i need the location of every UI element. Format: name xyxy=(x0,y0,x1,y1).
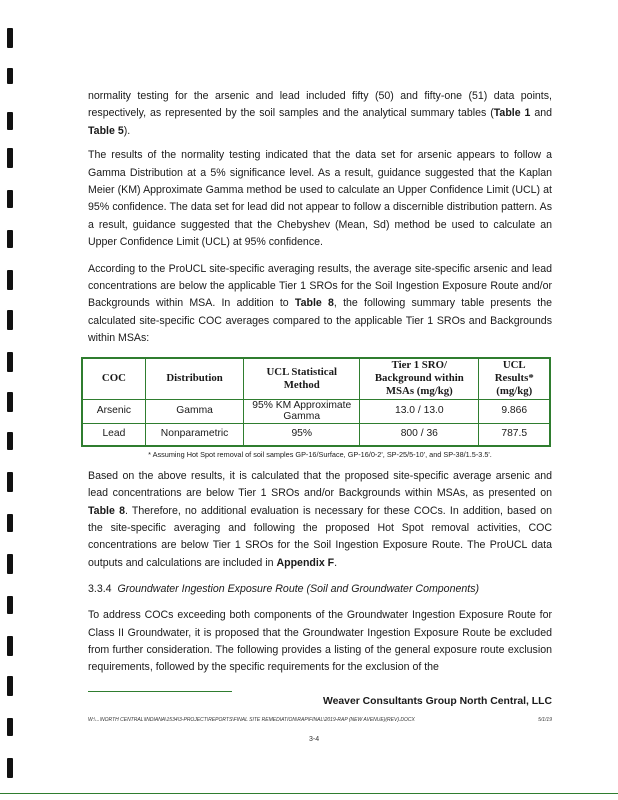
paragraph-conclusion: Based on the above results, it is calculated that the proposed site-specific average arsenic and lead concentrations are below Tier 1 SROs and/or Backgrounds within MSAs, as presented on Table 8. Therefore, no additional evaluation is necessary for these COCs. In addition, based on the site-specific averaging and following the proposed Hot Spot removal activities, COC concentrations are below Tier 1 SROs for the Soil Ingestion Exposure Route. The ProUCL data outputs and calculations are included in Appendix F. xyxy=(88,469,552,569)
paragraph-normality-intro: normality testing for the arsenic and lead included fifty (50) and fifty-one (51) data points, respectively, as represented by the soil samples and the analytical summary tables (Table 1 and Table 5). xyxy=(88,90,552,137)
footer-date: 5/1/19 xyxy=(538,717,552,723)
section-title: Groundwater Ingestion Exposure Route (Soil and Groundwater Components) xyxy=(117,583,480,596)
cell-distribution: Gamma xyxy=(145,399,244,423)
footer-file-path: W:\...\NORTH CENTRAL\INDIANA\1534\3-PROJECT\REPORTS\FINAL SITE REMEDIATION\RAP\FINAL\2019-RAP (NEW AVENUE)(REV).DOCX xyxy=(88,717,415,723)
cell-ucl-result: 787.5 xyxy=(479,423,550,446)
footer-firm-name: Weaver Consultants Group North Central, LLC xyxy=(323,696,552,707)
cell-ucl-method: 95% KM Approximate Gamma xyxy=(244,399,360,423)
paragraph-groundwater: To address COCs exceeding both components of the Groundwater Ingestion Exposure Route for Class II Groundwater, it is proposed that the Groundwater Ingestion Exposure Route be excluded from further consideration. The following provides a listing of the general exposure route exclusion requirements, followed by the specific requirements for the exclusion of the xyxy=(88,609,552,674)
paragraph-normality-results: The results of the normality testing indicated that the data set for arsenic appears to follow a Gamma Distribution at a 5% significance level. As a result, guidance suggested that the Kaplan Meier (KM) Approximate Gamma method be used to calculate an Upper Confidence Limit (UCL) at 95% confidence. The data set for lead did not appear to follow a discernible distribution pattern. As a result, guidance suggested that the Chebyshev (Mean, Sd) method be used to calculate an Upper Confidence Limit (UCL) at 95% confidence. xyxy=(88,149,552,249)
header-tier1-sro: Tier 1 SRO/ Background within MSAs (mg/kg) xyxy=(360,358,479,400)
document-body xyxy=(88,88,552,686)
section-heading xyxy=(88,581,552,598)
cell-coc: Arsenic xyxy=(82,399,145,423)
header-distribution: Distribution xyxy=(145,358,244,400)
binding-hole-marks xyxy=(7,0,15,800)
summary-table xyxy=(81,357,551,447)
cell-ucl-result: 9.866 xyxy=(479,399,550,423)
header-ucl-results: UCL Results* (mg/kg) xyxy=(479,358,550,400)
table-row xyxy=(82,399,550,423)
bottom-border-line xyxy=(0,793,618,794)
table-header-row xyxy=(82,358,550,400)
cell-distribution: Nonparametric xyxy=(145,423,244,446)
section-number: 3.3.4 xyxy=(88,583,112,596)
paragraph-proucl-results: According to the ProUCL site-specific averaging results, the average site-specific arsenic and lead concentrations are below the applicable Tier 1 SROs for the Soil Ingestion Exposure Route and/or Backgrounds within MSA. In addition to Table 8, the following summary table presents the calculated site-specific COC averages compared to the applicable Tier 1 SROs and Backgrounds within MSAs: xyxy=(88,262,553,345)
cell-tier1-sro: 13.0 / 13.0 xyxy=(360,399,479,423)
page-number: 3-4 xyxy=(309,736,320,743)
cell-ucl-method: 95% xyxy=(244,423,360,446)
table-row xyxy=(82,423,550,446)
table-footnote: * Assuming Hot Spot removal of soil samples GP-16/Surface, GP-16/0-2', SP-25/5-10', and SP-38/1.5-3.5'. xyxy=(148,449,492,459)
header-ucl-method: UCL Statistical Method xyxy=(244,358,360,400)
header-coc: COC xyxy=(82,358,145,400)
cell-coc: Lead xyxy=(82,423,145,446)
cell-tier1-sro: 800 / 36 xyxy=(360,423,479,446)
footer-rule xyxy=(88,691,232,692)
